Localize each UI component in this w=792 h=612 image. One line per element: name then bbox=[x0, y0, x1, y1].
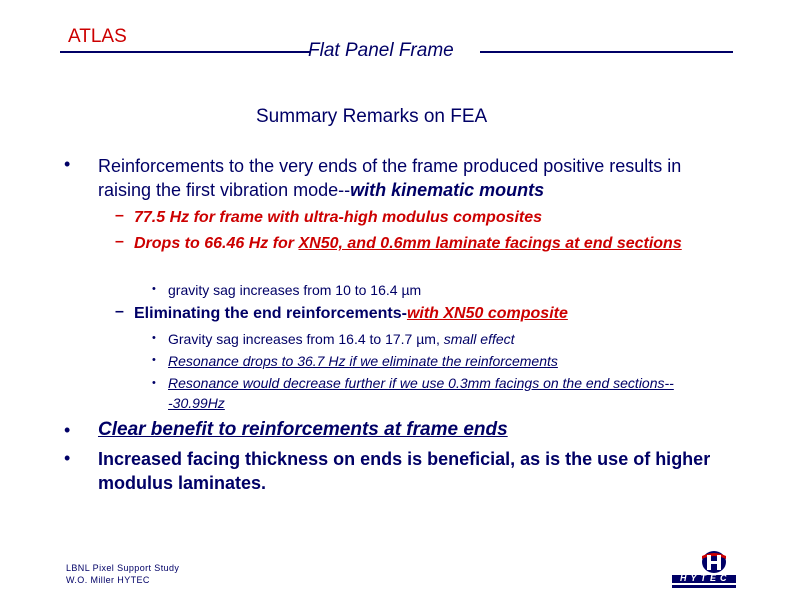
slide-title: Summary Remarks on FEA bbox=[256, 106, 488, 127]
sub-3-marker: – bbox=[115, 303, 124, 320]
bullet-1-marker: • bbox=[64, 154, 71, 174]
bullet-1-emphasis: with kinematic mounts bbox=[350, 180, 545, 200]
hytec-wordmark: HYTEC bbox=[680, 573, 731, 583]
sub-2-text bbox=[134, 233, 694, 255]
sub-1-marker: – bbox=[115, 207, 124, 224]
header-org: ATLAS bbox=[68, 26, 127, 47]
t1-marker: • bbox=[152, 283, 156, 295]
footer-line-2: W.O. Miller HYTEC bbox=[66, 575, 150, 585]
bullet-3-text: Increased facing thickness on ends is beneficial, as is the use of higher modulus laminates. bbox=[98, 449, 711, 493]
header-rule-right bbox=[480, 51, 733, 53]
sub-2-underlined: XN50, and 0.6mm laminate facings at end sections bbox=[298, 235, 682, 252]
bullet-3-marker: • bbox=[64, 448, 71, 468]
bullet-1-text bbox=[98, 154, 738, 202]
t2-plain: Gravity sag increases from 16.4 to 17.7 µm, bbox=[168, 331, 444, 347]
t2-marker: • bbox=[152, 332, 156, 344]
sub-3-text bbox=[134, 303, 568, 325]
t1-text: gravity sag increases from 10 to 16.4 µm bbox=[168, 282, 422, 298]
hytec-logo bbox=[666, 548, 742, 592]
bullet-2-text: Clear benefit to reinforcements at frame ends bbox=[98, 419, 508, 440]
sub-3-underlined: with XN50 composite bbox=[406, 305, 568, 322]
hytec-logo-mark bbox=[666, 548, 742, 592]
header-rule-left bbox=[60, 51, 310, 53]
bullet-2-marker: • bbox=[64, 420, 71, 440]
sub-3-prefix: Eliminating the end reinforcements- bbox=[134, 305, 407, 322]
t4-text: Resonance would decrease further if we use 0.3mm facings on the end sections---30.99Hz bbox=[168, 375, 674, 411]
t4-marker: • bbox=[152, 377, 156, 389]
t3-marker: • bbox=[152, 354, 156, 366]
bullet-1-plain: Reinforcements to the very ends of the frame produced positive results in raising the first vibration mode-- bbox=[98, 156, 682, 200]
sub-2-prefix: Drops to 66.46 Hz for bbox=[134, 235, 299, 252]
sub-1-text: 77.5 Hz for frame with ultra-high modulus composites bbox=[134, 209, 543, 226]
t2-text bbox=[168, 328, 515, 350]
header-title: Flat Panel Frame bbox=[308, 40, 454, 61]
t3-text: Resonance drops to 36.7 Hz if we eliminate the reinforcements bbox=[168, 353, 558, 369]
footer-line-1: LBNL Pixel Support Study bbox=[66, 563, 180, 573]
sub-2-marker: – bbox=[115, 233, 124, 250]
t2-italic: small effect bbox=[443, 331, 515, 347]
